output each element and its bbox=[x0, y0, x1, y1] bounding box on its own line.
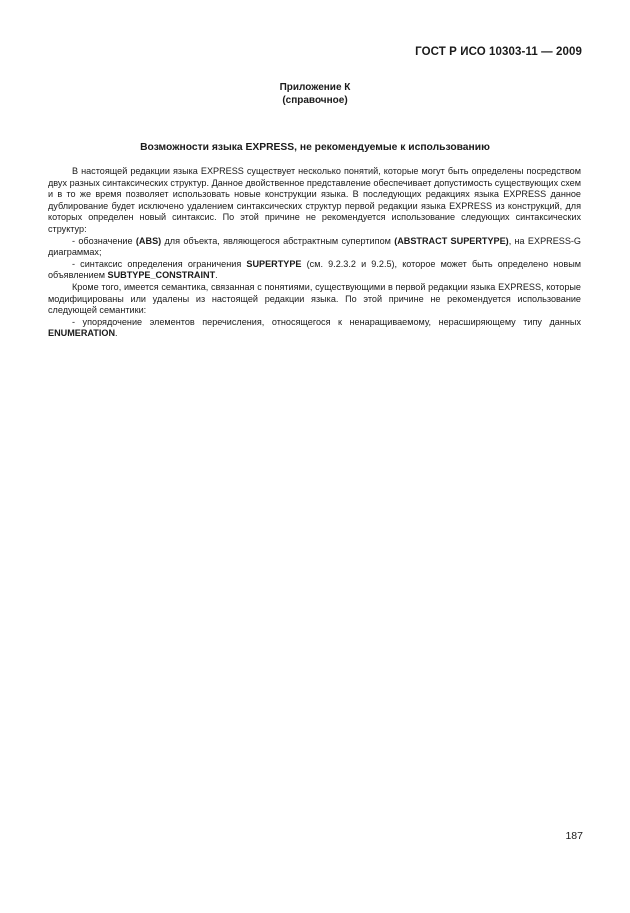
appendix-heading bbox=[0, 81, 630, 107]
keyword-abs: (ABS) bbox=[135, 235, 162, 246]
appendix-subtitle: (справочное) bbox=[282, 95, 348, 106]
keyword-supertype: SUPERTYPE bbox=[246, 258, 302, 269]
keyword-enumeration: ENUMERATION bbox=[48, 328, 116, 339]
body-text bbox=[48, 166, 581, 340]
text-segment: - синтаксис определения ограничения bbox=[72, 258, 247, 269]
appendix-title: Приложение К bbox=[279, 82, 351, 93]
text-segment: . bbox=[115, 328, 118, 339]
text-segment: - упорядочение элементов перечисления, относящегося к ненаращиваемому, нерасширяющему типу данных bbox=[72, 316, 581, 327]
page-number: 187 bbox=[565, 830, 583, 842]
standard-code: ГОСТ Р ИСО 10303-11 — 2009 bbox=[415, 46, 582, 58]
list-item-enumeration bbox=[48, 317, 581, 340]
text-segment: , на EXPRESS-G диаграммах; bbox=[48, 235, 581, 258]
section-title: Возможности языка EXPRESS, не рекомендуемые к использованию bbox=[140, 142, 490, 153]
text-segment: для объекта, являющегося абстрактным супертипом bbox=[161, 235, 395, 246]
list-item-abs bbox=[48, 236, 581, 259]
paragraph-intro: В настоящей редакции языка EXPRESS существует несколько понятий, которые могут быть определены посредством двух разных синтаксических структур. Данное двойственное представление обеспечивает допустимость существующих схем и в то же время позволяет использовать новые конструкции языка. В последующих редакциях языка EXPRESS данное дублирование будет исключено удалением синтаксических структур первой редакции языка EXPRESS из конструкций, для которых определен новый синтаксис. По этой причине не рекомендуется использование следующих синтаксических структур: bbox=[48, 166, 581, 234]
text-segment: (см. 9.2.3.2 и 9.2.5), которое может быть определено новым объявлением bbox=[48, 258, 581, 281]
keyword-subtype-constraint: SUBTYPE_CONSTRAINT bbox=[107, 270, 216, 281]
paragraph-semantics: Кроме того, имеется семантика, связанная с понятиями, существующими в первой редакции языка EXPRESS, которые модифицированы или удалены из настоящей редакции языка. По этой причине не рекомендуется использование следующей семантики: bbox=[48, 281, 581, 316]
text-segment: . bbox=[215, 270, 218, 281]
list-item-supertype bbox=[48, 259, 581, 282]
text-segment: - обозначение bbox=[72, 235, 136, 246]
keyword-abstract-supertype: (ABSTRACT SUPERTYPE) bbox=[394, 235, 509, 246]
